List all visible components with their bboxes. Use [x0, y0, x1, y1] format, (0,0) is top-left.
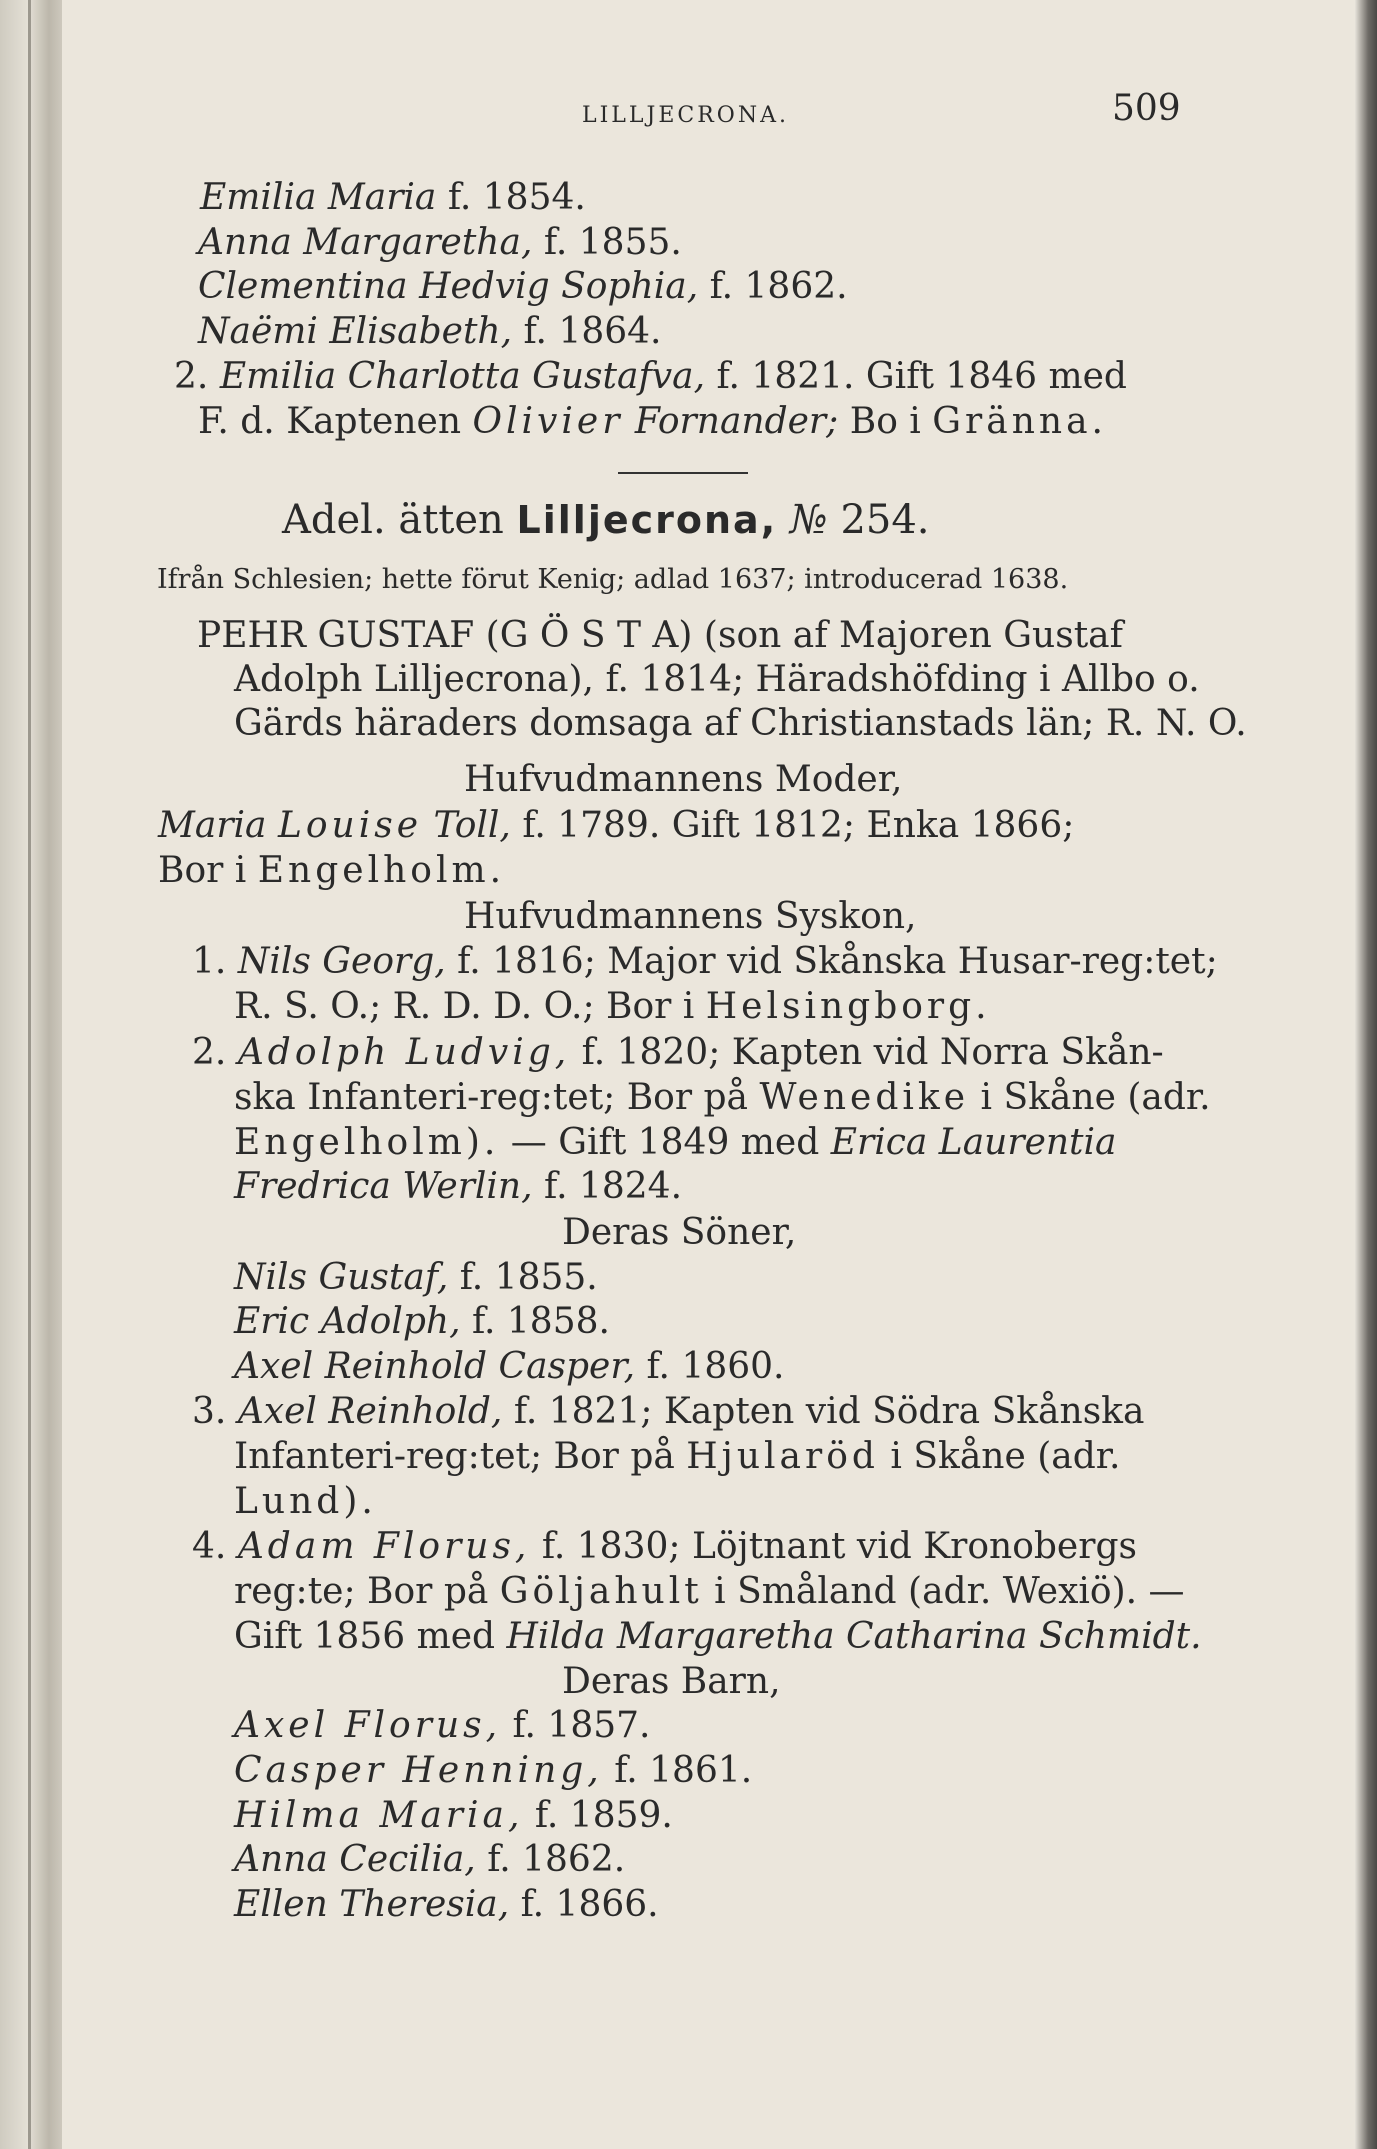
sibling-2-line-1: 2. Adolph Ludvig, f. 1820; Kapten vid Norra Skån- [192, 1032, 1164, 1073]
children-heading: Deras Barn, [562, 1661, 781, 1702]
sibling-4-line-2: reg:te; Bor på Göljahult i Småland (adr. Wexiö). — [234, 1571, 1185, 1612]
child-anna-cecilia: Anna Cecilia, f. 1862. [234, 1839, 626, 1880]
book-spine [0, 0, 70, 2149]
sibling-1-line-2: R. S. O.; R. D. D. O.; Bor i Helsingborg. [234, 986, 991, 1027]
son-axel-reinhold-casper: Axel Reinhold Casper, f. 1860. [234, 1346, 785, 1387]
son-nils-gustaf: Nils Gustaf, f. 1855. [234, 1257, 598, 1298]
sibling-4-line-3: Gift 1856 med Hilda Margaretha Catharina Schmidt. [234, 1616, 1202, 1657]
mother-heading: Hufvudmannens Moder, [464, 759, 903, 800]
sibling-2-line-3: Engelholm). — Gift 1849 med Erica Laurentia [234, 1122, 1117, 1163]
child-casper-henning: Casper Henning, f. 1861. [234, 1750, 753, 1791]
section-divider [618, 472, 748, 474]
sibling-4-line-1: 4. Adam Florus, f. 1830; Löjtnant vid Kronobergs [192, 1526, 1137, 1567]
head-line-3: Gärds häraders domsaga af Christianstads län; R. N. O. [234, 703, 1247, 744]
sibling-1-line-1: 1. Nils Georg, f. 1816; Major vid Skånska Husar-reg:tet; [192, 941, 1218, 982]
running-title: LILLJECRONA. [582, 103, 789, 128]
sibling-3-line-1: 3. Axel Reinhold, f. 1821; Kapten vid Södra Skånska [192, 1391, 1145, 1432]
book-page [62, 0, 1355, 2149]
sons-heading: Deras Söner, [562, 1212, 797, 1253]
mother-residence: Bor i Engelholm. [158, 850, 506, 891]
siblings-heading: Hufvudmannens Syskon, [464, 896, 917, 937]
family-origin: Ifrån Schlesien; hette förut Kenig; adlad 1637; introducerad 1638. [157, 564, 1069, 595]
entry-fornander: F. d. Kaptenen Olivier Fornander; Bo i Gränna. [198, 401, 1107, 442]
entry-anna-margaretha: Anna Margaretha, f. 1855. [198, 222, 682, 263]
son-eric-adolph: Eric Adolph, f. 1858. [234, 1301, 610, 1342]
entry-clementina: Clementina Hedvig Sophia, f. 1862. [198, 266, 848, 307]
child-ellen-theresia: Ellen Theresia, f. 1866. [234, 1884, 659, 1925]
page-content [62, 0, 1355, 2149]
entry-naemi: Naëmi Elisabeth, f. 1864. [198, 311, 662, 352]
head-line-1: PEHR GUSTAF (G Ö S T A) (son af Majoren Gustaf [197, 615, 1123, 656]
entry-emilia-maria: Emilia Maria f. 1854. [200, 177, 586, 218]
page-edge-shadow [1355, 0, 1377, 2149]
family-heading: Adel. ätten Lilljecrona, № 254. [282, 497, 930, 543]
child-hilma-maria: Hilma Maria, f. 1859. [234, 1795, 673, 1836]
entry-emilia-charlotta: 2. Emilia Charlotta Gustafva, f. 1821. Gift 1846 med [174, 356, 1127, 397]
child-axel-florus: Axel Florus, f. 1857. [234, 1705, 651, 1746]
sibling-2-line-4: Fredrica Werlin, f. 1824. [234, 1166, 683, 1207]
spine-fold [28, 0, 31, 2149]
page-number: 509 [1112, 88, 1181, 129]
sibling-2-line-2: ska Infanteri-reg:tet; Bor på Wenedike i Skåne (adr. [234, 1077, 1211, 1118]
head-line-2: Adolph Lilljecrona), f. 1814; Häradshöfding i Allbo o. [234, 659, 1200, 700]
sibling-3-line-3: Lund). [234, 1481, 377, 1522]
mother-entry: Maria Louise Toll, f. 1789. Gift 1812; Enka 1866; [158, 805, 1075, 846]
sibling-3-line-2: Infanteri-reg:tet; Bor på Hjularöd i Skåne (adr. [234, 1436, 1121, 1477]
